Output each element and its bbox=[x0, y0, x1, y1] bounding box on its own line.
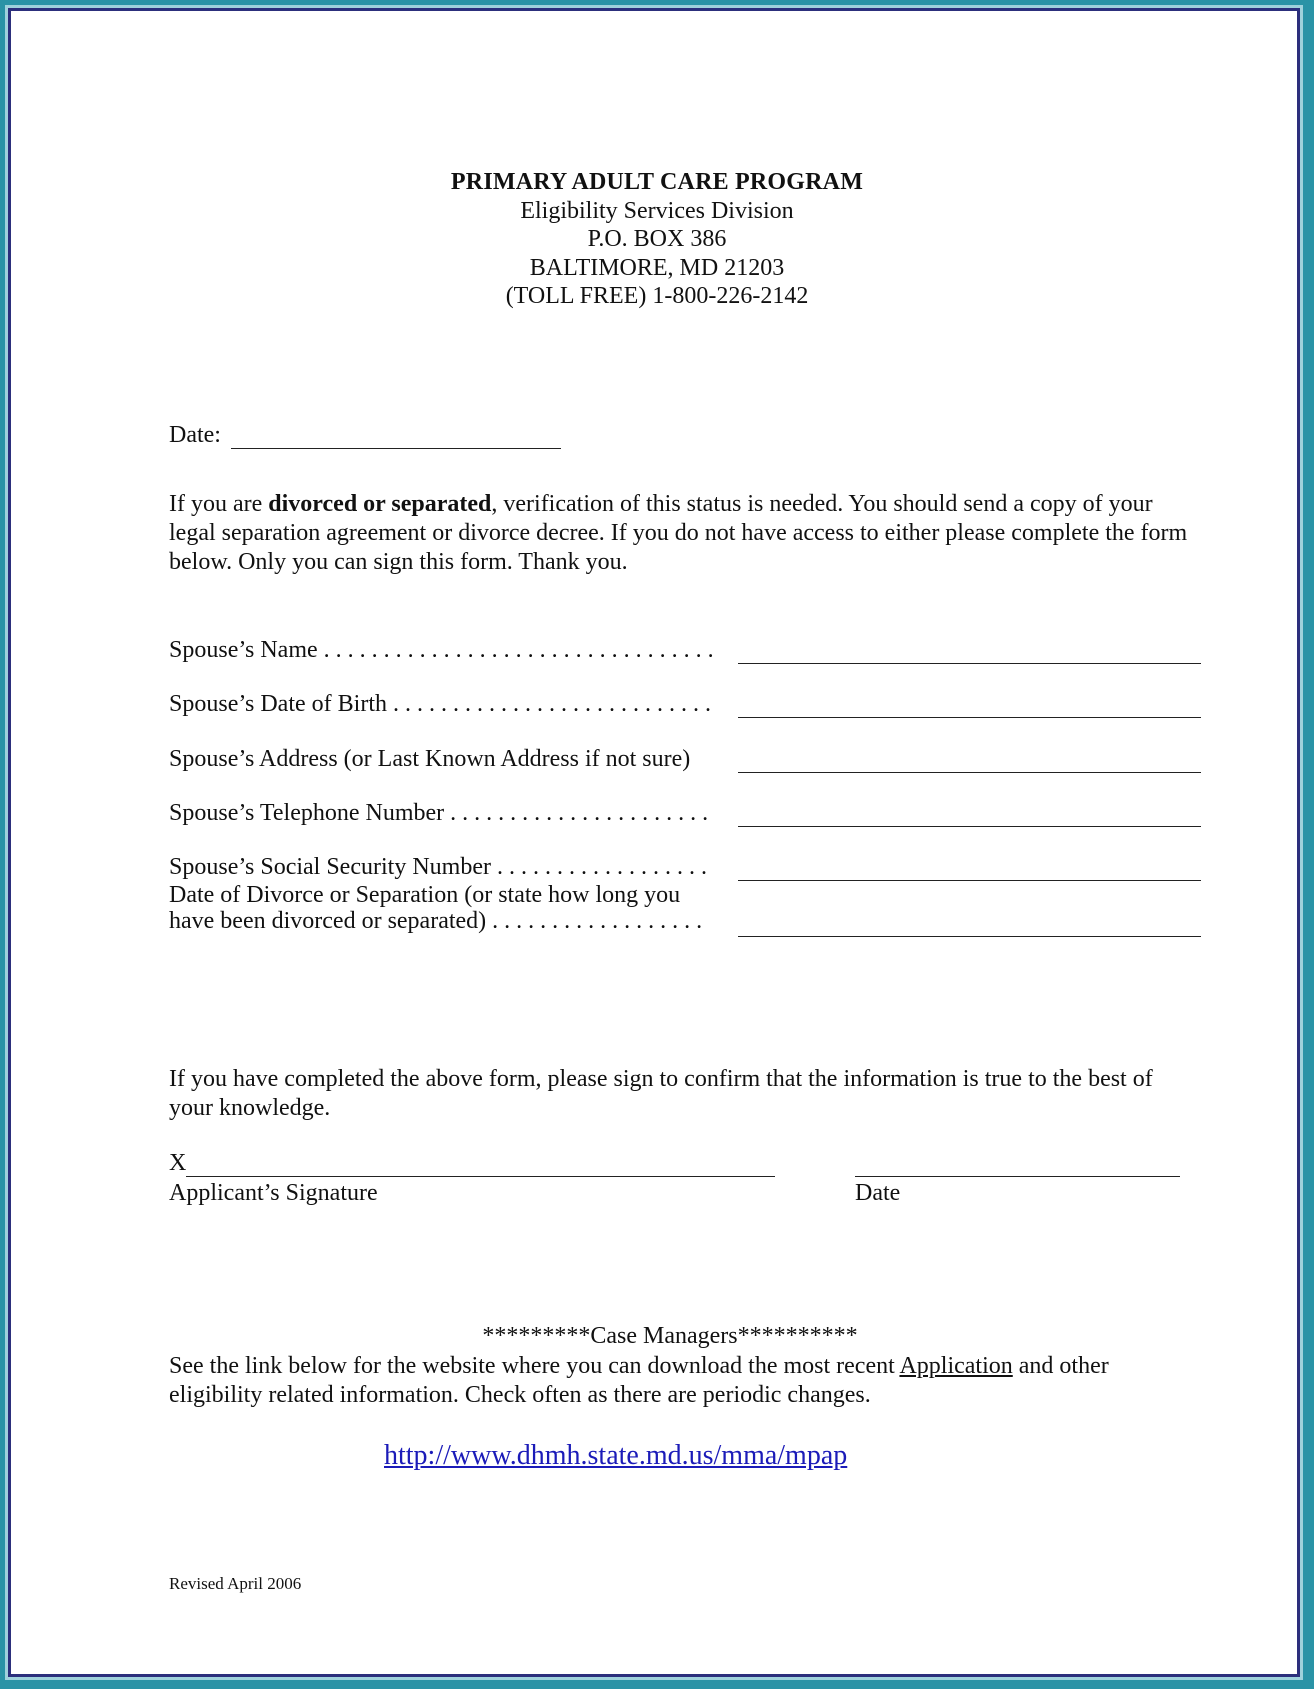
applicant-signature-label: Applicant’s Signature bbox=[169, 1180, 378, 1206]
spouse-dob-field[interactable] bbox=[738, 716, 1201, 718]
applicant-signature-field[interactable] bbox=[186, 1176, 775, 1177]
spouse-ssn-label: Spouse’s Social Security Number . . . . . . . . . . . . . . . . . . bbox=[169, 854, 707, 880]
spouse-address-label: Spouse’s Address (or Last Known Address if not sure) bbox=[169, 746, 691, 772]
spouse-phone-field[interactable] bbox=[738, 825, 1201, 827]
date-row bbox=[169, 422, 561, 449]
cm-text-1: See the link below for the website where you can download the most recent bbox=[169, 1353, 900, 1379]
division-name: Eligibility Services Division bbox=[520, 197, 794, 224]
city-address: BALTIMORE, MD 21203 bbox=[529, 254, 785, 281]
signature-date-field[interactable] bbox=[855, 1176, 1180, 1177]
program-title: PRIMARY ADULT CARE PROGRAM bbox=[450, 169, 864, 195]
signature-date-label: Date bbox=[855, 1180, 901, 1206]
date-label: Date: bbox=[169, 422, 221, 448]
mpap-website-link[interactable]: http://www.dhmh.state.md.us/mma/mpap bbox=[384, 1440, 848, 1471]
spouse-address-field[interactable] bbox=[738, 771, 1201, 773]
spouse-dob-label: Spouse’s Date of Birth . . . . . . . . . . . . . . . . . . . . . . . . . . . bbox=[169, 691, 711, 717]
signature-x-mark: X bbox=[169, 1150, 187, 1176]
case-managers-paragraph bbox=[169, 1352, 1189, 1410]
divorce-date-label-2: have been divorced or separated) . . . . . . . . . . . . . . . . . . bbox=[169, 908, 703, 934]
divorce-date-label-1: Date of Divorce or Separation (or state how long you bbox=[169, 882, 681, 908]
date-field[interactable] bbox=[231, 424, 561, 449]
spouse-phone-label: Spouse’s Telephone Number . . . . . . . . . . . . . . . . . . . . . . bbox=[169, 800, 709, 826]
intro-text-2: , verification of this status is needed. You should send a copy of your legal separation agreement or divorce decree. If you do not have access to either please complete the form below. Only you can sign this form. Thank you. bbox=[169, 491, 1188, 575]
spouse-ssn-field[interactable] bbox=[738, 879, 1201, 881]
application-word: Application bbox=[899, 1353, 1013, 1379]
revised-date: Revised April 2006 bbox=[169, 1574, 302, 1593]
intro-text-1: If you are bbox=[169, 491, 269, 517]
cm-text-2: and other eligibility related information. Check often as there are periodic changes. bbox=[169, 1353, 1109, 1408]
divorce-date-field[interactable] bbox=[738, 935, 1201, 937]
case-managers-heading: *********Case Managers********** bbox=[482, 1323, 858, 1349]
spouse-name-field[interactable] bbox=[738, 662, 1201, 664]
form-header bbox=[0, 168, 1314, 311]
toll-free-phone: (TOLL FREE) 1-800-226-2142 bbox=[505, 283, 809, 310]
intro-paragraph bbox=[169, 490, 1189, 577]
spouse-name-label: Spouse’s Name . . . . . . . . . . . . . . . . . . . . . . . . . . . . . . . . . bbox=[169, 637, 714, 663]
confirm-paragraph: If you have completed the above form, please sign to confirm that the information is true to the best of your knowledge. bbox=[169, 1066, 1153, 1121]
po-box: P.O. BOX 386 bbox=[587, 226, 727, 253]
intro-bold: divorced or separated bbox=[268, 491, 492, 517]
